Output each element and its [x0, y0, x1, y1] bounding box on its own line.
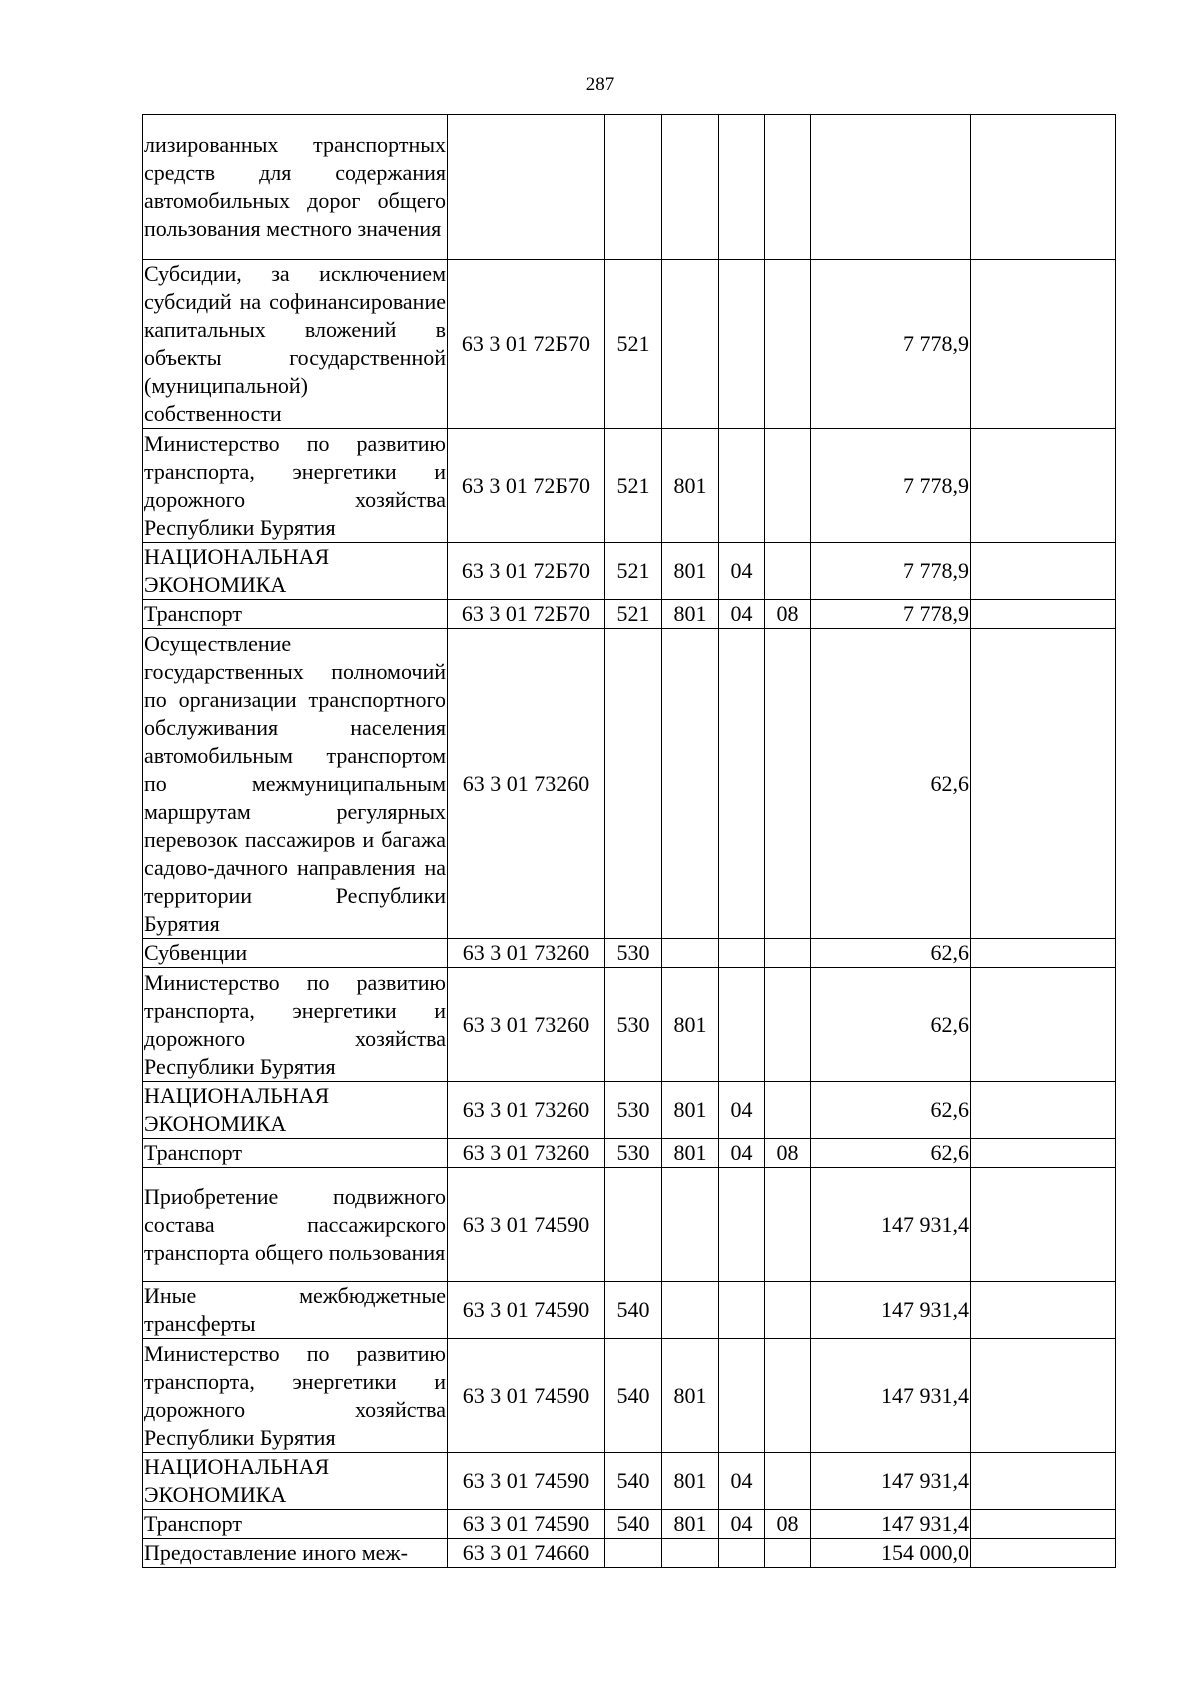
row-name-cell: НАЦИОНАЛЬНАЯ ЭКОНОМИКА [143, 543, 448, 600]
subsection-cell [765, 429, 811, 543]
empty-column-cell [971, 429, 1116, 543]
row-name-cell: НАЦИОНАЛЬНАЯ ЭКОНОМИКА [143, 1082, 448, 1139]
page-number: 287 [585, 74, 615, 95]
empty-column-cell [971, 629, 1116, 939]
row-name-cell: Министерство по развитию транспорта, энергетики и дорожного хозяйства Республики Бурятия [143, 1339, 448, 1453]
target-code-cell: 63 3 01 74590 [448, 1510, 605, 1539]
amount-cell: 7 778,9 [811, 543, 971, 600]
subsection-cell [765, 1168, 811, 1282]
ministry-code-cell: 801 [662, 1510, 719, 1539]
expense-type-cell: 540 [605, 1339, 662, 1453]
ministry-code-cell: 801 [662, 1453, 719, 1510]
amount-cell: 62,6 [811, 629, 971, 939]
row-name-cell: Транспорт [143, 1510, 448, 1539]
table-row [143, 968, 1116, 1082]
table-row [143, 260, 1116, 429]
empty-column-cell [971, 1139, 1116, 1168]
empty-column-cell [971, 1168, 1116, 1282]
expense-type-cell: 521 [605, 543, 662, 600]
section-cell [719, 260, 765, 429]
table-row [143, 543, 1116, 600]
target-code-cell: 63 3 01 73260 [448, 968, 605, 1082]
table-row [143, 629, 1116, 939]
target-code-cell: 63 3 01 74660 [448, 1539, 605, 1568]
ministry-code-cell [662, 260, 719, 429]
ministry-code-cell [662, 1168, 719, 1282]
section-cell: 04 [719, 1082, 765, 1139]
target-code-cell: 63 3 01 72Б70 [448, 543, 605, 600]
section-cell: 04 [719, 600, 765, 629]
expense-type-cell: 521 [605, 600, 662, 629]
amount-cell: 147 931,4 [811, 1510, 971, 1539]
table-row [143, 1282, 1116, 1339]
subsection-cell [765, 260, 811, 429]
table-row [143, 1339, 1116, 1453]
expense-type-cell [605, 1539, 662, 1568]
budget-table [142, 114, 1116, 1568]
table-body [143, 115, 1116, 1568]
subsection-cell: 08 [765, 1139, 811, 1168]
row-name-cell: Транспорт [143, 1139, 448, 1168]
empty-column-cell [971, 260, 1116, 429]
amount-cell: 7 778,9 [811, 260, 971, 429]
empty-column-cell [971, 543, 1116, 600]
row-name-cell: Осуществление государственных полномочий по организации транспортного обслуживания населения автомобильным транспортом по межмуниципальным маршрутам регулярных перевозок пассажиров и багажа садово-дачного направления на территории Республики Бурятия [143, 629, 448, 939]
target-code-cell: 63 3 01 73260 [448, 939, 605, 968]
empty-column-cell [971, 1282, 1116, 1339]
section-cell [719, 1339, 765, 1453]
empty-column-cell [971, 600, 1116, 629]
amount-cell [811, 115, 971, 260]
section-cell [719, 1282, 765, 1339]
section-cell: 04 [719, 1510, 765, 1539]
subsection-cell [765, 1453, 811, 1510]
ministry-code-cell: 801 [662, 1139, 719, 1168]
empty-column-cell [971, 968, 1116, 1082]
row-name-cell: Субсидии, за исключением субсидий на софинансирование капитальных вложений в объекты государственной (муниципальной) собственности [143, 260, 448, 429]
subsection-cell [765, 968, 811, 1082]
row-name-cell: НАЦИОНАЛЬНАЯ ЭКОНОМИКА [143, 1453, 448, 1510]
amount-cell: 7 778,9 [811, 600, 971, 629]
table-row [143, 1082, 1116, 1139]
amount-cell: 147 931,4 [811, 1282, 971, 1339]
table-row [143, 1168, 1116, 1282]
subsection-cell [765, 1282, 811, 1339]
subsection-cell: 08 [765, 1510, 811, 1539]
empty-column-cell [971, 1510, 1116, 1539]
target-code-cell: 63 3 01 73260 [448, 629, 605, 939]
amount-cell: 7 778,9 [811, 429, 971, 543]
table-row [143, 1453, 1116, 1510]
empty-column-cell [971, 1539, 1116, 1568]
row-name-cell: Иные межбюджетные трансферты [143, 1282, 448, 1339]
expense-type-cell: 540 [605, 1453, 662, 1510]
section-cell: 04 [719, 1453, 765, 1510]
expense-type-cell: 540 [605, 1510, 662, 1539]
expense-type-cell: 540 [605, 1282, 662, 1339]
ministry-code-cell [662, 115, 719, 260]
row-name-cell: Транспорт [143, 600, 448, 629]
amount-cell: 62,6 [811, 1082, 971, 1139]
target-code-cell: 63 3 01 74590 [448, 1282, 605, 1339]
ministry-code-cell: 801 [662, 1339, 719, 1453]
target-code-cell: 63 3 01 72Б70 [448, 600, 605, 629]
amount-cell: 147 931,4 [811, 1168, 971, 1282]
section-cell [719, 1168, 765, 1282]
target-code-cell: 63 3 01 72Б70 [448, 260, 605, 429]
subsection-cell [765, 1539, 811, 1568]
ministry-code-cell [662, 629, 719, 939]
expense-type-cell: 530 [605, 1139, 662, 1168]
expense-type-cell [605, 629, 662, 939]
amount-cell: 147 931,4 [811, 1453, 971, 1510]
section-cell [719, 629, 765, 939]
subsection-cell [765, 939, 811, 968]
table-row [143, 1139, 1116, 1168]
subsection-cell [765, 543, 811, 600]
expense-type-cell: 521 [605, 260, 662, 429]
ministry-code-cell: 801 [662, 968, 719, 1082]
row-name-cell: Приобретение подвижного состава пассажирского транспорта общего пользования [143, 1168, 448, 1282]
table-row [143, 1510, 1116, 1539]
section-cell [719, 115, 765, 260]
ministry-code-cell: 801 [662, 429, 719, 543]
empty-column-cell [971, 1082, 1116, 1139]
row-name-cell: Предоставление иного меж- [143, 1539, 448, 1568]
amount-cell: 147 931,4 [811, 1339, 971, 1453]
expense-type-cell: 530 [605, 968, 662, 1082]
row-name-cell: Министерство по развитию транспорта, энергетики и дорожного хозяйства Республики Бурятия [143, 429, 448, 543]
subsection-cell [765, 629, 811, 939]
row-name-cell: Субвенции [143, 939, 448, 968]
row-name-cell: Министерство по развитию транспорта, энергетики и дорожного хозяйства Республики Бурятия [143, 968, 448, 1082]
expense-type-cell: 530 [605, 939, 662, 968]
ministry-code-cell: 801 [662, 543, 719, 600]
empty-column-cell [971, 1453, 1116, 1510]
table-row [143, 429, 1116, 543]
subsection-cell [765, 115, 811, 260]
section-cell [719, 968, 765, 1082]
subsection-cell: 08 [765, 600, 811, 629]
subsection-cell [765, 1339, 811, 1453]
target-code-cell: 63 3 01 73260 [448, 1082, 605, 1139]
target-code-cell: 63 3 01 74590 [448, 1339, 605, 1453]
ministry-code-cell: 801 [662, 600, 719, 629]
section-cell [719, 939, 765, 968]
table-row [143, 1539, 1116, 1568]
row-name-cell: лизированных транспортных средств для содержания автомобильных дорог общего пользования местного значения [143, 115, 448, 260]
table-row [143, 115, 1116, 260]
target-code-cell [448, 115, 605, 260]
amount-cell: 62,6 [811, 939, 971, 968]
table-row [143, 600, 1116, 629]
empty-column-cell [971, 115, 1116, 260]
ministry-code-cell [662, 1282, 719, 1339]
section-cell: 04 [719, 1139, 765, 1168]
subsection-cell [765, 1082, 811, 1139]
section-cell [719, 429, 765, 543]
expense-type-cell: 521 [605, 429, 662, 543]
target-code-cell: 63 3 01 74590 [448, 1168, 605, 1282]
empty-column-cell [971, 1339, 1116, 1453]
amount-cell: 62,6 [811, 1139, 971, 1168]
expense-type-cell [605, 1168, 662, 1282]
amount-cell: 62,6 [811, 968, 971, 1082]
target-code-cell: 63 3 01 72Б70 [448, 429, 605, 543]
ministry-code-cell: 801 [662, 1082, 719, 1139]
amount-cell: 154 000,0 [811, 1539, 971, 1568]
table-row [143, 939, 1116, 968]
ministry-code-cell [662, 1539, 719, 1568]
target-code-cell: 63 3 01 74590 [448, 1453, 605, 1510]
empty-column-cell [971, 939, 1116, 968]
target-code-cell: 63 3 01 73260 [448, 1139, 605, 1168]
ministry-code-cell [662, 939, 719, 968]
section-cell [719, 1539, 765, 1568]
expense-type-cell: 530 [605, 1082, 662, 1139]
section-cell: 04 [719, 543, 765, 600]
expense-type-cell [605, 115, 662, 260]
